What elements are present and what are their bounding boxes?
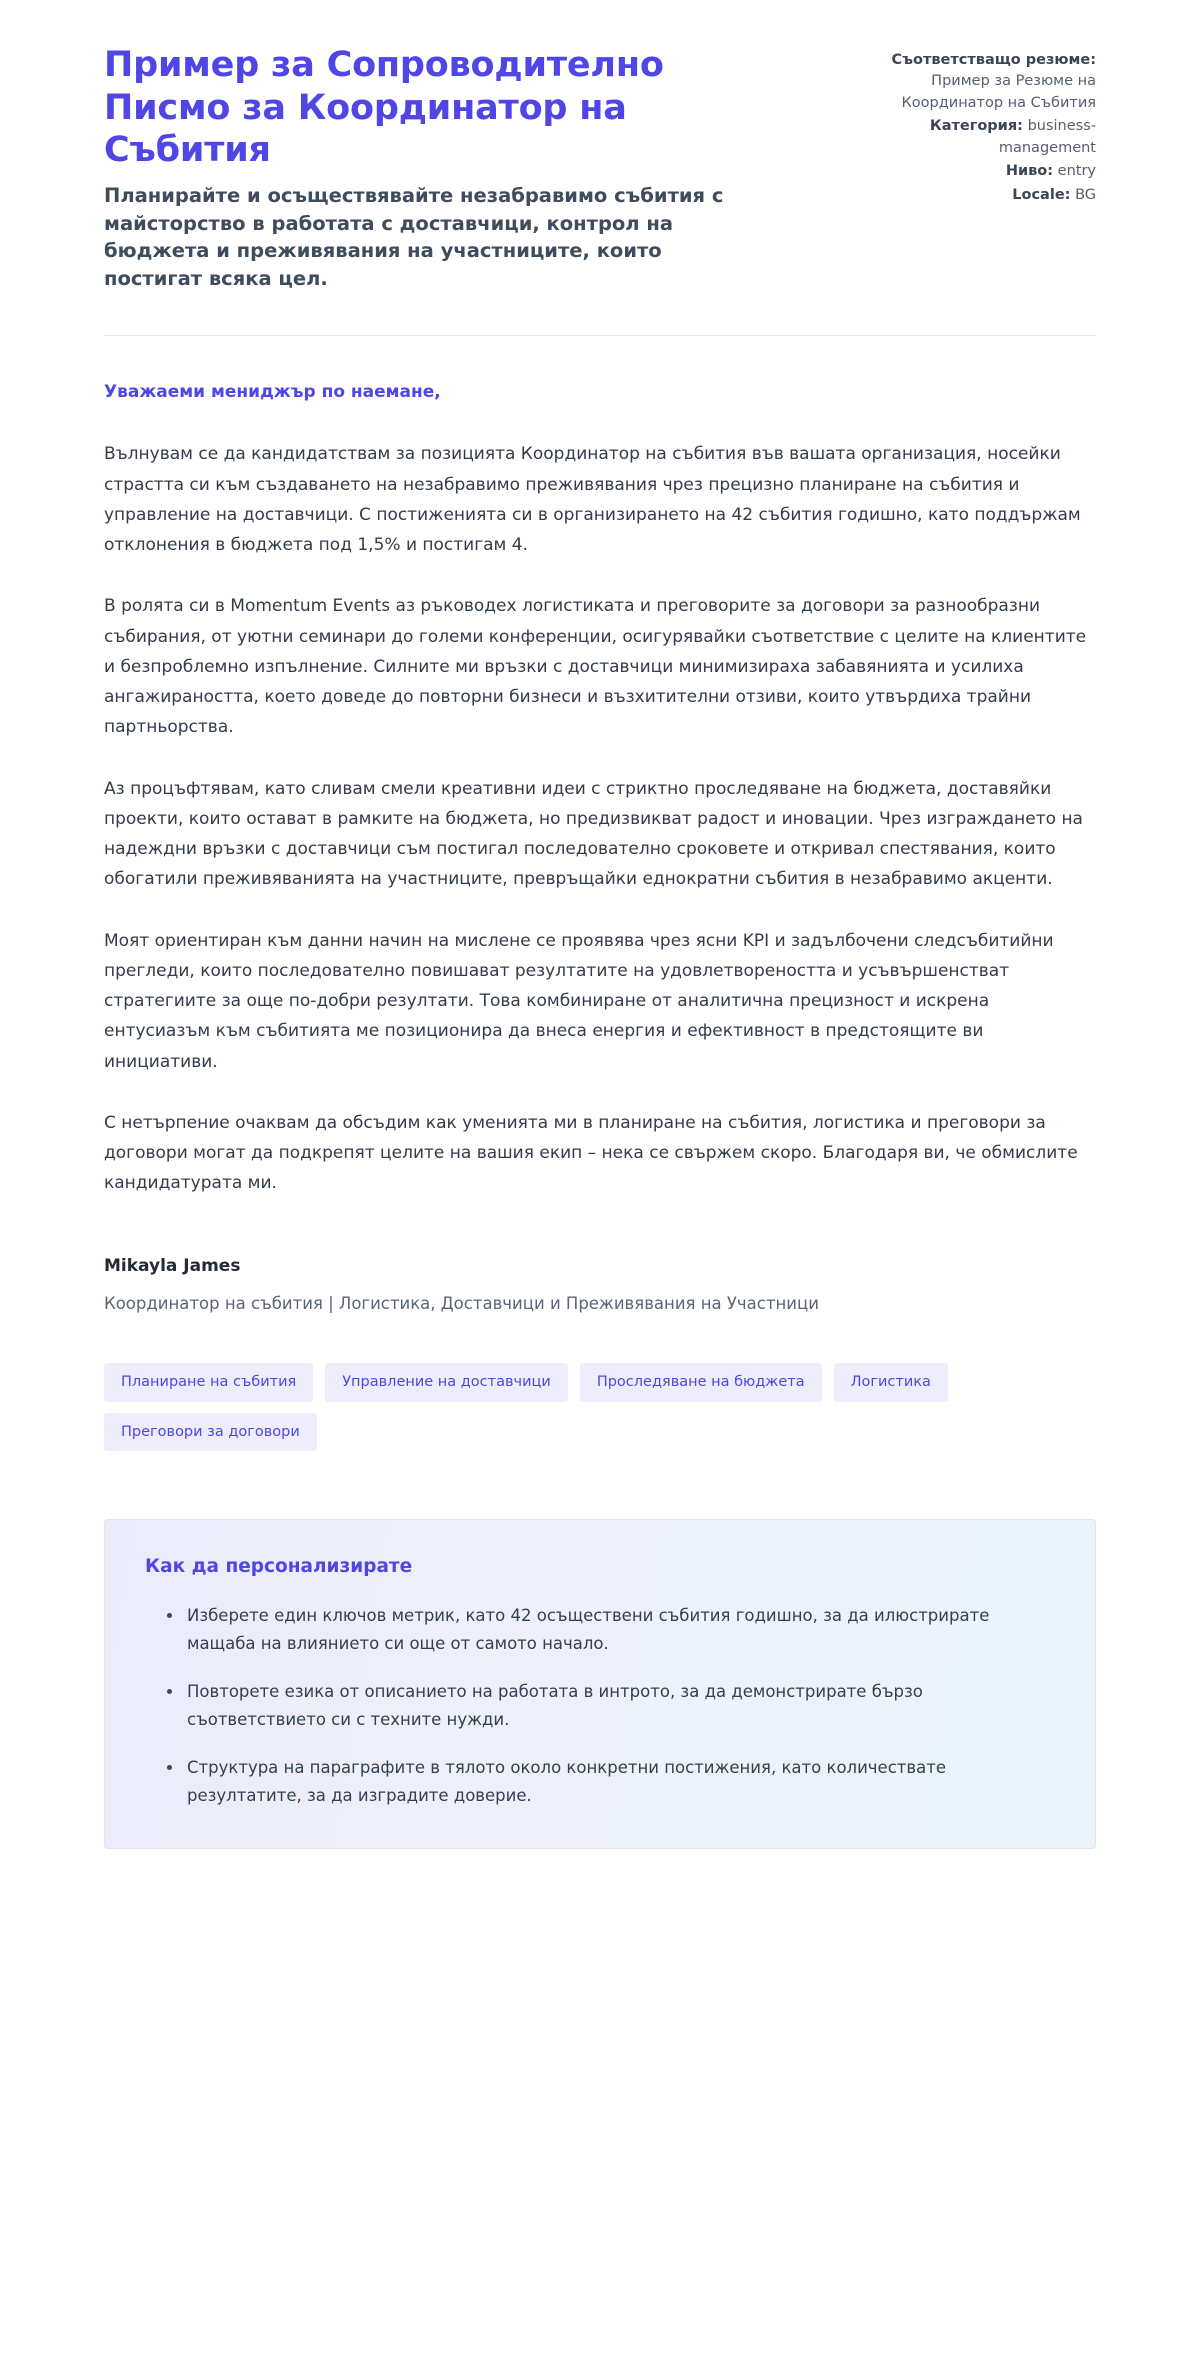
metadata-row-locale	[856, 185, 1096, 206]
customization-callout	[104, 1519, 1096, 1849]
metadata-row-matching-resume	[856, 50, 1096, 114]
metadata-value: business-management	[998, 118, 1096, 156]
header-left-column	[104, 44, 744, 293]
list-item: Изберете един ключов метрик, като 42 осъществени събития годишно, за да илюстрирате мащаба на влиянието си още от самото начало.	[167, 1602, 1055, 1659]
signature-name: Mikayla James	[104, 1255, 241, 1276]
letter-paragraph: Аз процъфтявам, като сливам смели креативни идеи с стриктно проследяване на бюджета, доставяйки проекти, които остават в рамките на бюджета, но предизвикват радост и иновации. Чрез изграждането на надеждни връзки с доставчици съм постигал последователно сроковете и откривал спестявания, които обогатили преживяванията на участниците, превръщайки еднократни събития в незабравимо акценти.	[104, 778, 1083, 890]
page-subtitle: Планирайте и осъществявайте незабравимо събития с майсторство в работата с доставчици, контрол на бюджета и преживявания на участниците, които постигат всяка цел.	[104, 184, 724, 291]
letter-body	[104, 336, 1096, 1451]
skill-tag[interactable]: Проследяване на бюджета	[580, 1363, 822, 1402]
letter-paragraph: С нетърпение очаквам да обсъдим как уменията ми в планиране на събития, логистика и преговори за договори могат да подкрепят целите на вашия екип – нека се свържем скоро. Благодаря ви, че обмислите кандидатурата ми.	[104, 1112, 1078, 1194]
letter-paragraph: Моят ориентиран към данни начин на мислене се проявява чрез ясни KPI и задълбочени следсъбитийни прегледи, които последователно повишават резултатите на удовлетвореността и усъвършенстват стратегиите за още по-добри резултати. Това комбиниране от аналитична прецизност и искрена ентусиазъм към събитията ме позиционира да внеса енергия и ефективност в предстоящите ви инициативи.	[104, 930, 1054, 1072]
skill-tag[interactable]: Планиране на събития	[104, 1363, 313, 1402]
signature-role: Координатор на събития | Логистика, Доставчици и Преживявания на Участници	[104, 1294, 819, 1314]
list-item: Структура на параграфите в тялото около конкретни постижения, като количествате резултатите, за да изградите доверие.	[167, 1754, 1055, 1811]
metadata-label: Съответстващо резюме:	[891, 52, 1096, 68]
skill-tag[interactable]: Преговори за договори	[104, 1413, 317, 1452]
skill-tag[interactable]: Управление на доставчици	[325, 1363, 568, 1402]
callout-bullet-list	[145, 1602, 1055, 1810]
callout-title: Как да персонализирате	[145, 1556, 413, 1578]
metadata-row-category	[856, 116, 1096, 159]
signature-block	[104, 1255, 1096, 1318]
metadata-value: entry	[1057, 163, 1096, 180]
document-header	[104, 44, 1096, 293]
metadata-panel	[856, 44, 1096, 208]
salutation: Уважаеми мениджър по наемане,	[104, 381, 441, 402]
metadata-value: Пример за Резюме на Координатор на Събития	[901, 73, 1096, 111]
page-title: Пример за Сопроводително Писмо за Координатор на Събития	[104, 45, 664, 171]
list-item: Повторете езика от описанието на работата в интрото, за да демонстрирате бързо съответствието си с техните нужди.	[167, 1678, 1055, 1735]
skill-tag-list	[104, 1363, 1044, 1451]
metadata-label: Категория:	[929, 118, 1023, 135]
metadata-row-level	[856, 161, 1096, 182]
metadata-value: BG	[1075, 186, 1096, 203]
metadata-label: Ниво:	[1005, 163, 1054, 180]
skill-tag[interactable]: Логистика	[834, 1363, 948, 1402]
letter-paragraph: В ролята си в Momentum Events аз ръководех логистиката и преговорите за договори за разнообразни събирания, от уютни семинари до големи конференции, осигурявайки съответствие с целите на клиентите и безпроблемно изпълнение. Силните ми връзки с доставчици минимизираха забавянията и усилиха ангажираността, което доведе до повторни бизнеси и възхитителни отзиви, които утвърдиха трайни партньорства.	[104, 596, 1087, 738]
metadata-label: Locale:	[1012, 186, 1071, 203]
letter-paragraph: Вълнувам се да кандидатствам за позицията Координатор на събития във вашата организация, носейки страстта си към създаването на незабравимо преживявания чрез прецизно планиране на събития и управление на доставчици. С постиженията си в организирането на 42 събития годишно, като поддържам отклонения в бюджета под 1,5% и постигам 4.	[104, 444, 1081, 556]
